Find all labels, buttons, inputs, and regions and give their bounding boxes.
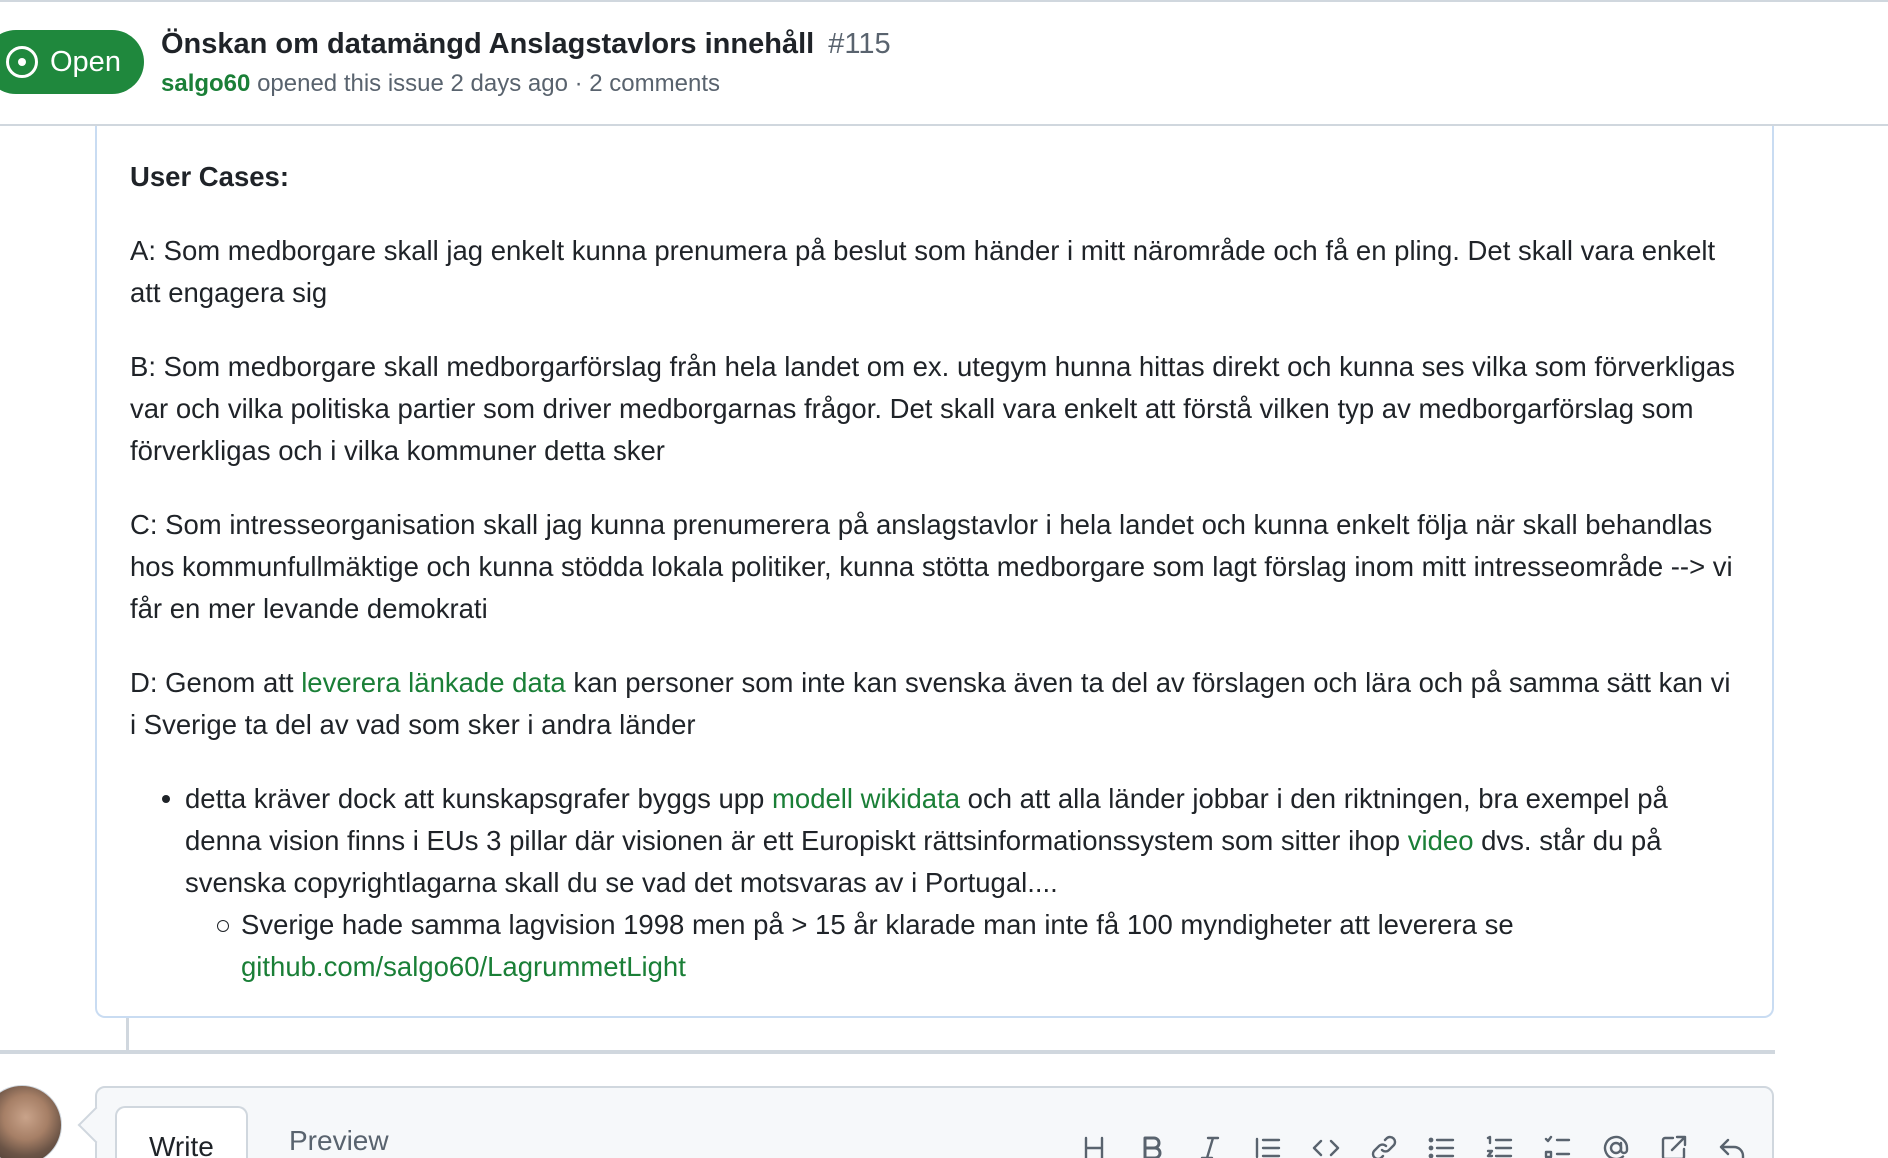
case-c-paragraph: C: Som intresseorganisation skall jag kunna prenumerera på anslagstavlor i hela landet och kunna enkelt följa när skall behandlas hos kommunfullmäktige och kunna stödda lokala politiker, kunna stötta medborgare som lagt förslag inom mitt intresseområde --> vi får en mer levande demokrati [130,509,1733,624]
link-icon[interactable] [1364,1128,1404,1158]
task-list-icon[interactable] [1538,1128,1578,1158]
list-item [160,778,1740,988]
italic-icon[interactable] [1190,1128,1230,1158]
quote-icon[interactable] [1248,1128,1288,1158]
unordered-list-icon[interactable] [1422,1128,1462,1158]
issue-title [161,28,891,61]
video-link[interactable]: video [1407,825,1474,856]
issue-state-badge [0,30,144,94]
user-cases-heading: User Cases: [130,161,289,192]
case-d-paragraph [130,662,1740,746]
sub-bullet-list [215,904,1740,988]
case-d-text-post: kan personer som inte kan svenska även ta del av förslagen och lära och på samma sätt kan vi i Sverige ta del av vad som sker i andra länder [130,667,1731,740]
lagrummet-light-link[interactable]: github.com/salgo60/LagrummetLight [241,951,686,982]
list-item [215,904,1740,988]
heading-icon[interactable] [1074,1128,1114,1158]
linked-data-link[interactable]: leverera länkade data [301,667,566,698]
bullet-list [160,778,1740,988]
issue-opened-text: opened this issue 2 days ago · 2 comments [257,70,720,97]
sub-bullet-text: Sverige hade samma lagvision 1998 men på > 15 år klarade man inte få 100 myndigheter att leverera se [241,909,1514,940]
issue-number: #115 [828,28,891,60]
avatar[interactable] [0,1085,62,1158]
bullet-text-mid: och att alla länder jobbar i den riktningen, bra exempel på denna vision finns i EUs 3 pillar där visionen är ett Europiskt rättsinformationssystem som sitter ihop [185,783,1668,856]
issue-meta [161,70,720,98]
comment-body [130,156,1740,988]
reply-icon[interactable] [1712,1128,1752,1158]
timeline-connector [126,1018,129,1052]
code-icon[interactable] [1306,1128,1346,1158]
issue-title-text: Önskan om datamängd Anslagstavlors innehåll [161,28,815,60]
markdown-toolbar [1074,1128,1752,1158]
bullet-text-post: dvs. står du på svenska copyrightlagarna skall du se vad det motsvaras av i Portugal.... [185,825,1662,898]
bullet-text-pre: detta kräver dock att kunskapsgrafer byggs upp [185,783,772,814]
ordered-list-icon[interactable] [1480,1128,1520,1158]
comment-editor [95,1086,1774,1158]
case-b-paragraph: B: Som medborgare skall medborgarförslag från hela landet om ex. utegym hunna hittas direkt och kunna ses vilka som förverkligas var och vilka politiska partier som driver medborgarnas frågor. Det skall vara enkelt att förstå vilken typ av medborgarförslag som förverkligas och i vilka kommuner detta sker [130,351,1735,466]
cross-reference-icon[interactable] [1654,1128,1694,1158]
case-a-paragraph: A: Som medborgare skall jag enkelt kunna prenumera på beslut som händer i mitt närområde och få en pling. Det skall vara enkelt att engagera sig [130,235,1716,308]
issue-comment-box [95,100,1774,1018]
issue-author-link[interactable]: salgo60 [161,70,251,97]
wikidata-model-link[interactable]: modell wikidata [772,783,961,814]
bold-icon[interactable] [1132,1128,1172,1158]
issue-opened-icon [6,46,38,78]
mention-icon[interactable] [1596,1128,1636,1158]
tab-write[interactable]: Write [115,1106,248,1158]
issue-sticky-header [0,0,1888,126]
tab-preview[interactable]: Preview [289,1125,389,1156]
timeline-divider [0,1050,1775,1054]
case-d-text-pre: D: Genom att [130,667,302,698]
issue-state-label: Open [50,45,121,78]
